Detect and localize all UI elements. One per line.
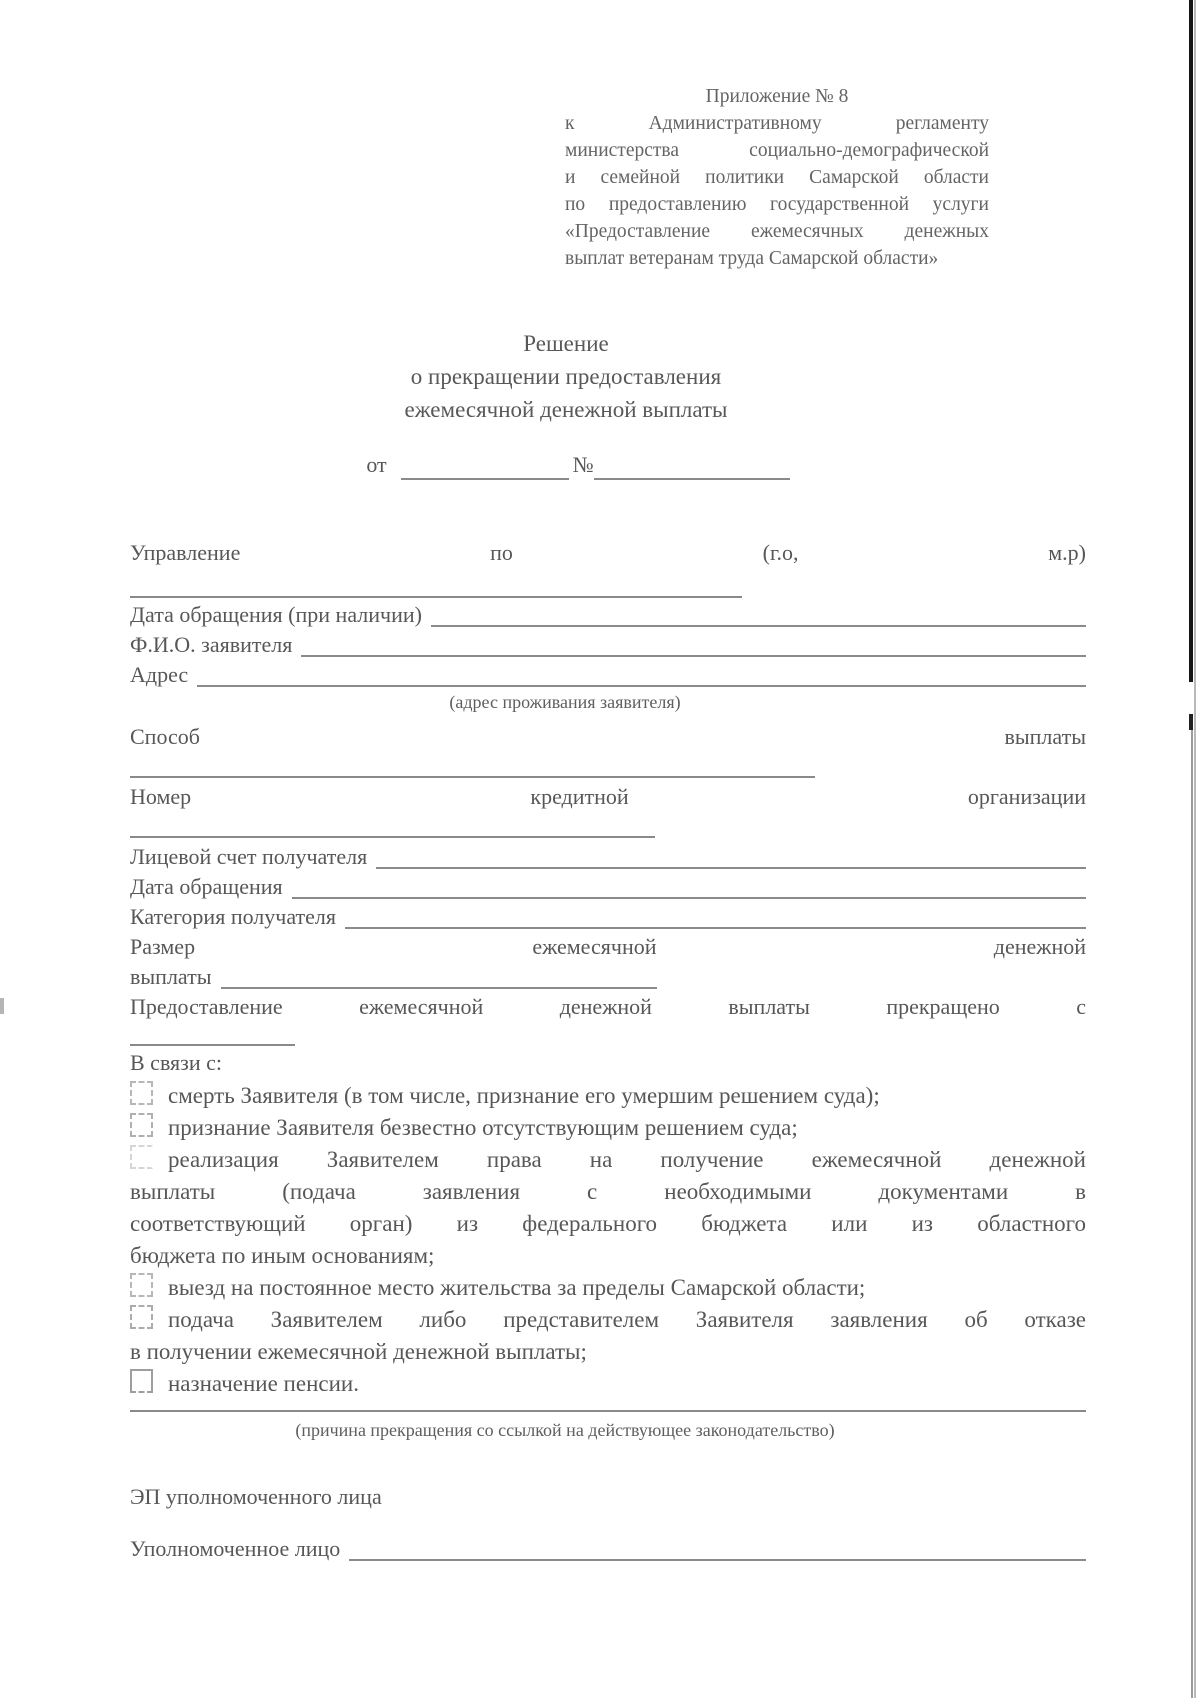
checkbox-relocation[interactable] (130, 1273, 153, 1297)
document-subtitle-1: о прекращении предоставления (410, 364, 722, 389)
field-applicant-name (130, 630, 1086, 660)
payment-method-blank[interactable] (130, 776, 815, 778)
applicant-name-blank[interactable] (301, 630, 1086, 657)
field-appeal-date (130, 872, 1086, 902)
document-body (130, 0, 1086, 1698)
field-appeal-date-optional (130, 600, 1086, 630)
number-sign: № (572, 452, 594, 477)
appeal-date-optional-blank[interactable] (431, 600, 1086, 627)
reason-death (130, 1080, 1086, 1112)
reason-missing (130, 1112, 1086, 1144)
reason-realization-cont-3: бюджета по иным основаниям; (130, 1243, 435, 1268)
management-blank[interactable] (130, 596, 742, 598)
ep-line: ЭП уполномоченного лица (130, 1484, 382, 1509)
appendix-header-line: министерства социально-демографической (565, 140, 989, 161)
appendix-header-line: и семейной политики Самарской области (565, 167, 989, 188)
reason-realization-cont-2: соответствующий орган) из федерального бюджета или из областного (130, 1211, 1086, 1236)
checkbox-refusal[interactable] (130, 1305, 153, 1329)
authorized-person-label: Уполномоченное лицо (130, 1536, 341, 1561)
appeal-date-label: Дата обращения (130, 874, 283, 899)
reason-refusal-text: подача Заявителем либо представителем Заявителя заявления об отказе (168, 1307, 1086, 1332)
appendix-number: Приложение № 8 (705, 86, 849, 107)
field-personal-account (130, 842, 1086, 872)
termination-date-blank[interactable] (130, 1044, 295, 1046)
checkbox-pension[interactable] (130, 1369, 153, 1393)
reason-relocation-text: выезд на постоянное место жительства за пределы Самарской области; (168, 1275, 866, 1300)
document-subtitle-2: ежемесячной денежной выплаты (404, 397, 728, 422)
reason-refusal (130, 1304, 1086, 1336)
appendix-header (565, 83, 989, 272)
scan-edge-blob (1189, 714, 1193, 730)
address-blank[interactable] (197, 660, 1086, 687)
field-recipient-category (130, 902, 1086, 932)
scan-edge-black-line (1189, 0, 1193, 682)
payment-method-line: Способ выплаты (130, 724, 1086, 749)
reason-death-text: смерть Заявителя (в том числе, признание его умершим решением суда); (168, 1083, 880, 1108)
recipient-category-label: Категория получателя (130, 904, 337, 929)
checkbox-missing[interactable] (130, 1113, 153, 1137)
address-hint: (адрес проживания заявителя) (449, 692, 681, 712)
credit-org-blank[interactable] (130, 836, 655, 838)
reason-relocation (130, 1272, 1086, 1304)
reason-pension (130, 1368, 1086, 1400)
reason-missing-text: признание Заявителя безвестно отсутствующим решением суда; (168, 1115, 798, 1140)
personal-account-label: Лицевой счет получателя (130, 844, 368, 869)
scan-left-mark (0, 998, 4, 1014)
reason-realization (130, 1144, 1086, 1176)
document-title: Решение (523, 331, 609, 356)
authorized-person-blank[interactable] (349, 1534, 1086, 1561)
decision-date-blank[interactable] (401, 452, 569, 480)
payment-amount-blank[interactable] (221, 962, 657, 989)
scan-edge-gray-line (1191, 730, 1193, 1698)
appendix-header-line: по предоставлению государственной услуги (565, 194, 989, 215)
termination-reason-hint: (причина прекращения со ссылкой на действующее законодательство) (295, 1420, 835, 1440)
reason-realization-cont-1: выплаты (подача заявления с необходимыми документами в (130, 1179, 1086, 1204)
reason-realization-text: реализация Заявителем права на получение ежемесячной денежной (168, 1147, 1086, 1172)
personal-account-blank[interactable] (376, 842, 1086, 869)
address-label: Адрес (130, 662, 189, 687)
checkbox-realization[interactable] (130, 1145, 153, 1169)
payment-amount-label2: выплаты (130, 964, 212, 989)
credit-org-line: Номер кредитной организации (130, 784, 1086, 809)
recipient-category-blank[interactable] (345, 902, 1086, 929)
termination-reason-blank[interactable] (130, 1410, 1086, 1412)
payment-amount-line2 (130, 962, 657, 992)
payment-amount-line: Размер ежемесячной денежной (130, 934, 1086, 959)
checkbox-death[interactable] (130, 1081, 153, 1105)
reasons-intro: В связи с: (130, 1050, 222, 1075)
date-number-row (100, 450, 1056, 480)
termination-line: Предоставление ежемесячной денежной выплаты прекращено с (130, 994, 1086, 1019)
scan-edge-line (1194, 0, 1196, 1698)
decision-number-blank[interactable] (594, 452, 790, 480)
reason-refusal-cont: в получении ежемесячной денежной выплаты; (130, 1339, 587, 1364)
appeal-date-blank[interactable] (292, 872, 1086, 899)
field-address (130, 660, 1086, 690)
field-authorized-person (130, 1534, 1086, 1564)
management-line: Управление по (г.о, м.р) (130, 540, 1086, 565)
applicant-name-label: Ф.И.О. заявителя (130, 632, 293, 657)
appendix-header-line: «Предоставление ежемесячных денежных (565, 221, 989, 242)
appeal-date-optional-label: Дата обращения (при наличии) (130, 602, 422, 627)
appendix-header-line: к Административному регламенту (565, 113, 989, 134)
from-label: от (366, 452, 387, 477)
appendix-header-line: выплат ветеранам труда Самарской области» (565, 248, 939, 269)
reason-pension-text: назначение пенсии. (168, 1371, 359, 1396)
